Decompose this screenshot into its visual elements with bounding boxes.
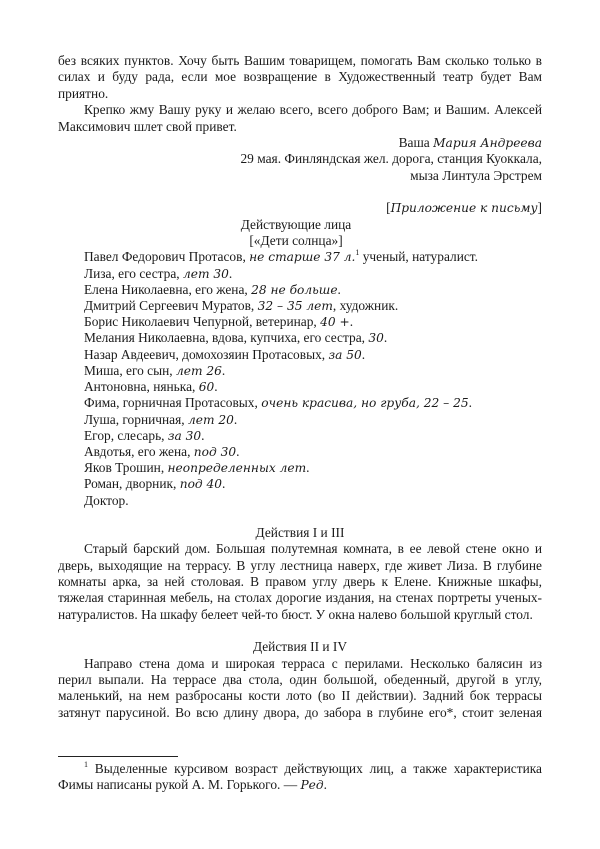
list-item: Дмитрий Сергеевич Муратов, 32 – 35 лет, художник. (84, 298, 399, 314)
act-heading-1-3: Действия I и III (255, 524, 345, 540)
date-line-1: 29 мая. Финляндская жел. дорога, станция Куоккала, (240, 151, 542, 167)
document-page (58, 53, 542, 721)
footnote-marker: 1 (84, 760, 88, 769)
footnote: $^1$ Выделенные курсивом возраст действующих лиц, а также характеристика Фимы написаны рукой А. М. Горького. — Ред. (58, 760, 542, 793)
list-item: Доктор. (84, 492, 129, 508)
list-item: Луша, горничная, лет 20. (84, 411, 238, 427)
letter-paragraph-1: без всяких пунктов. Хочу быть Вашим товарищем, помогать Вам сколько только в силах и буду рада, если мое возвращение в Художественный театр будет Вам приятно. (58, 53, 542, 101)
list-item: Антоновна, нянька, 60. (84, 379, 218, 395)
letter-paragraph-2: Крепко жму Вашу руку и желаю всего, всего доброго Вам; и Вашим. Алексей Максимович шлет свой привет. (58, 102, 542, 134)
signature: Ваша Мария Андреева (398, 135, 542, 151)
footnote-divider (58, 756, 178, 757)
list-item: Авдотья, его жена, под 30. (84, 443, 240, 459)
cast-heading: Действующие лица (240, 216, 352, 232)
list-item: Павел Федорович Протасов, не старше 37 л.$^1$ ученый, натуралист. (84, 248, 478, 265)
list-item: Мелания Николаевна, вдова, купчиха, его сестра, 30. (84, 330, 388, 346)
list-item: Миша, его сын, лет 26. (84, 362, 226, 378)
signature-name: Мария Андреева (433, 136, 542, 151)
date-line-2: мыза Линтула Эрстрем (410, 167, 542, 183)
footnote-ref[interactable]: 1 (355, 248, 360, 258)
cast-list (58, 249, 542, 508)
cast-subheading: [«Дети солнца»] (249, 233, 343, 249)
list-item: Лиза, его сестра, лет 30. (84, 265, 233, 281)
act-heading-2-4: Действия II и IV (252, 639, 348, 655)
list-item: Назар Авдеевич, домохозяин Протасовых, за 50. (84, 346, 366, 362)
act-description-1-3: Старый барский дом. Большая полутемная комната, в ее левой стене окно и дверь, выходящие на террасу. В углу лестница наверх, где живет Лиза. В глубине комнаты арка, за ней столовая. В правом углу дверь к Елене. Книжные шкафы, тяжелая старинная мебель, на столах дорогие издания, на стенах портреты ученых-натуралистов. На шкафу белеет чей-то бюст. У окна налево большой круглый стол. (58, 541, 542, 622)
list-item: Елена Николаевна, его жена, 28 не больше. (84, 281, 341, 297)
list-item: Яков Трошин, неопределенных лет. (84, 460, 310, 476)
list-item: Борис Николаевич Чепурной, ветеринар, 40 +. (84, 314, 354, 330)
act-description-2-4: Направо стена дома и широкая терраса с перилами. Несколько балясин из перил выпали. На террасе два стола, один большой, обеденный, другой в углу, маленький, на нем разбросаны кости лото (во II действии). Задний бок террасы затянут парусиной. Во всю длину двора, до забора в глубине его*, стоит зеленая (58, 655, 542, 720)
list-item: Роман, дворник, под 40. (84, 476, 226, 492)
list-item: Егор, слесарь, за 30. (84, 427, 205, 443)
list-item: Фима, горничная Протасовых, очень красива, но груба, 22 – 25. (84, 395, 472, 411)
appendix-label: [Приложение к письму] (386, 200, 542, 216)
